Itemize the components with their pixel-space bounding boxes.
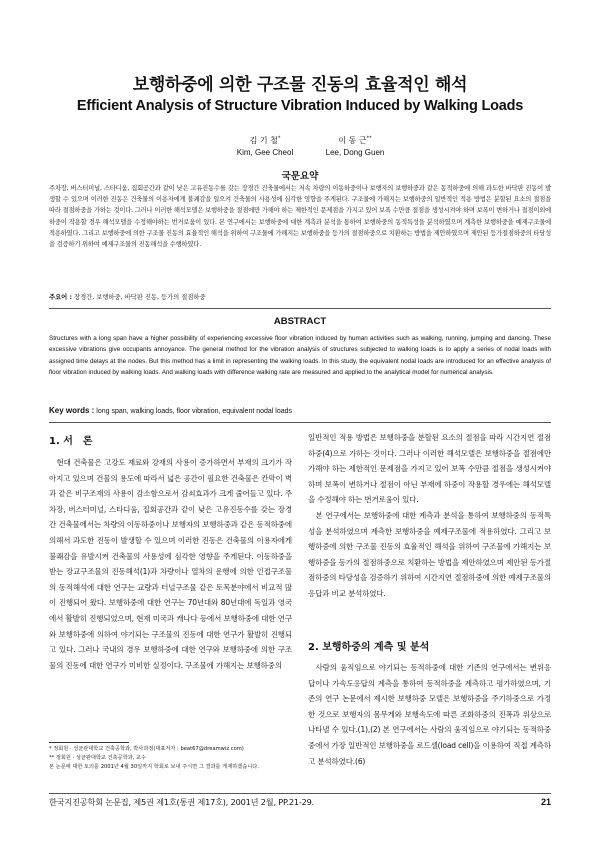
right-column-paragraph-1: 일반적인 적용 방법은 보행하중을 분할된 요소의 절점을 따라 시간지연 절점하중(4)으로 가하는 것이다. 그러나 이러한 해석모델은 보행하중을 절점에만 가해야 하는 제한적인 문제점을 가지고 있어 보폭 수만큼 절점을 생성시켜야 하며 보폭이 변하거나 절점이 아닌 부재에 하중이 작용할 경우에는 해석모델을 수정해야 하는 번거로움이 있다. [308, 433, 551, 505]
abstract-english-heading: ABSTRACT [273, 316, 327, 327]
journal-citation: 한국지진공학회 논문집, 제5권 제1호(통권 제17호), 2001년 2월, PP.21-29. [49, 797, 315, 807]
keywords-korean-label: 주요어 : [49, 294, 72, 301]
abstract-korean-heading: 국문요약 [281, 171, 319, 182]
author-2-name-en: Lee, Dong Guen [325, 148, 385, 157]
left-column [49, 455, 292, 673]
keywords-english [49, 406, 551, 415]
divider [49, 422, 551, 423]
section-1-title: 1. 서 론 [49, 436, 93, 447]
author-1-name-ko: 김 기 철 [249, 136, 278, 145]
journal-divider [49, 793, 551, 794]
section-2-title: 2. 보행하중의 계측 및 분석 [308, 642, 430, 653]
abstract-korean: 주차장, 버스터미널, 스타디움, 집회공간과 같이 낮은 고유진동수를 갖는 장경간 건축물에서는 저속 차량의 이동하중이나 보행자의 보행하중과 같은 동적하중에 의해 과도한 바닥판 진동이 발생할 수 있으며 이러한 진동은 건축물의 이용자에게 불쾌감을 일으켜 건축물의 사용성에 심각한 영향을 주게된다. 구조물에 가해지는 보행하중의 일반적인 적용 방법은 분할된 요소의 절점을 따라 절점하중을 가하는 것이다. 그러나 이러한 해석모델은 보행하중을 절점에만 가해야 하는 제한적인 문제점을 가지고 있어 보폭 수만큼 절점을 생성시켜야 하며 보폭이 변하거나 절점이외에 하중이 작용할 경우 해석모델을 수정해야하는 번거로움이 있다. 본 연구에서는 보행하중에 대한 계측과 분석을 통하여 보행하중의 동적특성을 분석하였으며 계측한 보행하중을 예제구조물에 적용하였다. 그리고 보행하중에 의한 구조물 진동의 효율적인 해석을 위하여 구조물에 가해지는 보행하중을 등가의 절점하중으로 치환하는 방법을 제안하였으며 제안된 등가절점하중의 타당성을 검증하기 위하여 예제구조물의 진동해석을 수행하였다. [49, 185, 551, 249]
paper-title-korean: 보행하중에 의한 구조물 진동의 효율적인 해석 [132, 75, 468, 95]
keywords-english-label: Key words : [49, 406, 95, 415]
footnote-divider [49, 742, 129, 743]
section-2-body [308, 660, 551, 769]
author-2-mark: ** [366, 135, 372, 142]
author-1-name-en: Kim, Gee Cheol [236, 148, 294, 157]
keywords-korean [49, 292, 551, 301]
keywords-korean-text: 장경간, 보행하중, 바닥판 진동, 등가의 절점하중 [73, 294, 206, 301]
paper-title-english: Efficient Analysis of Structure Vibration Induced by Walking Loads [76, 98, 524, 114]
abstract-english: Structures with a long span have a higher possibility of experiencing excessive floor vibration induced by human activities such as walking, running, jumping and dancing. These excessive vibrations give occupants annoyance. The general method for the vibration analysis of structures subjected to walking loads is to apply a series of nodal loads with assigned time delays at the nodes. But this method has a limit in representing the walking loads. In this study, the equivalent nodal loads are introduced for an effective analysis of floor vibration induced by walking loads. And walking loads with difference walking rate are measured and applied to the analytical model for numerical analysis. [49, 335, 551, 376]
divider [49, 308, 551, 309]
section-2-paragraph: 사람의 움직임으로 야기되는 동적하중에 대한 기존의 연구에서는 변위응답이나 가속도응답의 계측을 통하여 동적하중을 계측하고 평가하였으며, 기존의 연구 논문에서 제시한 보행하중 모델은 보행하중을 주기하중으로 가정한 것으로 보행자의 몸무게와 보행속도에 따른 조화하중의 진폭과 위상으로 나타낼 수 있다.(1),(2) 본 연구에서는 사람의 움직임으로 야기되는 동적하중 중에서 가장 일반적인 보행하중을 로드셀(load cell)을 이용하여 직접 계측하고 분석하였다.(6) [308, 663, 551, 766]
page-number: 21 [540, 797, 551, 807]
section-1-paragraph: 현대 건축물은 고강도 재료와 강재의 사용이 증가하면서 부재의 크기가 작아지고 있으며 건물의 용도에 따라서 넓은 공간이 필요한 건축물은 칸막이 벽과 같은 비구조재의 사용이 감소함으로서 감쇠효과가 크게 줄어들고 있다. 주차장, 버스터미널, 스타디움, 집회공간과 같이 낮은 고유진동수를 갖는 장경간 건축물에서는 차량의 이동하중이나 보행자의 보행하중과 같은 동적하중에 의해서 과도한 진동이 발생할 수 있으며 이러한 진동은 건축물의 이용자에게 불쾌감을 유발시켜 건축물의 사용성에 심각한 영향을 주게된다. 이동하중을 받는 장교구조물의 진동해석(1)과 차량이나 열차의 운행에 의한 인접구조물의 동적해석에 대한 연구는 교량과 터널구조물 같은 토목분야에서 비교적 많이 진행되어 왔다. 보행하중에 대한 연구는 70년대와 80년대에 독일과 영국에서 활발히 진행되었으며, 현재 미국과 캐나다 등에서 보행하중에 대한 연구와 보행하중에 의하여 야기되는 구조물의 진동에 대한 연구가 활발히 진행되고 있다. 그러나 국내의 경우 보행하중에 대한 연구와 보행하중에 의한 구조물의 진동에 대한 연구가 미비한 실정이다. 구조물에 가해지는 보행하중의 [49, 458, 292, 670]
author-2-name-ko: 이 동 근 [338, 136, 367, 145]
right-column-paragraph-2: 본 연구에서는 보행하중에 대한 계측과 분석을 통하여 보행하중의 동적특성을 분석하였으며 계측한 보행하중을 예제구조물에 적용하였다. 그리고 보행하중에 의한 구조물 진동의 효율적인 해석을 위하여 구조물에 가해지는 보행하중을 등가의 절점하중으로 치환하는 방법을 제안하였으며 제안된 등가절점하중의 타당성을 검증하기 위하여 시간지연 절점하중에 의한 예제구조물의 응답과 비교 분석하였다. [308, 510, 551, 598]
footnote-3: 본 논문에 대한 토의를 2001년 4월 30일까지 학회로 보내 주시면 그 결과를 게재하겠습니다. [49, 764, 259, 770]
author-1-mark: * [277, 135, 281, 142]
footnote-2: ** 정회원 · 성균관대학교 건축공학과, 교수 [49, 755, 146, 761]
footnote-1: * 정회원 · 성균관대학교 건축공학과, 박사과정(대표저자 : beat67@dreamwiz.com) [49, 746, 244, 752]
keywords-english-text: long span, walking loads, floor vibration, equivalent nodal loads [96, 408, 293, 415]
right-column [308, 430, 551, 602]
footnotes [49, 745, 294, 772]
author-2 [275, 135, 435, 159]
